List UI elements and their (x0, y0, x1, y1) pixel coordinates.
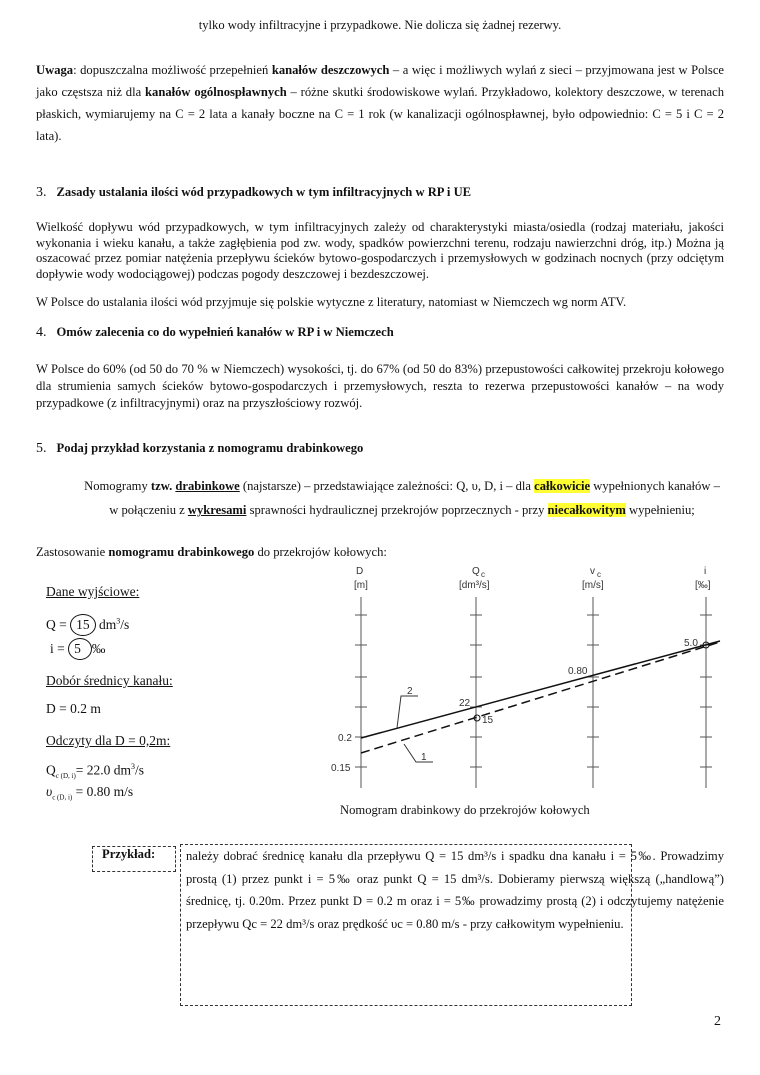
dane-heading (46, 584, 139, 600)
section-title: Podaj przykład korzystania z nomogramu drabinkowego (56, 441, 364, 455)
vc-value (46, 784, 133, 802)
nomogram-caption: Nomogram drabinkowy do przekrojów kołowych (340, 803, 590, 817)
axis-d-unit: [m] (354, 580, 368, 591)
top-line: tylko wody infiltracyjne i przypadkowe. Nie dolicza się żadnej rezerwy. (198, 18, 562, 32)
text: wypełnieniu; (625, 503, 695, 517)
text: – różne skutki środowiskowe wylań. Przykładowo, kolektory deszczowe, w terenach płaskich, wymiarujemy na C = 2 lata a kanały boczne na C = 1 rok (w kanalizacji ogólnospławnej, było odpowiednio: C = 5 i C = 2 lata). (36, 85, 724, 143)
text: Q = (46, 617, 71, 632)
label-line-2: 2 (407, 686, 413, 697)
text: Nomogramy (84, 479, 151, 493)
highlight: całkowicie (534, 479, 591, 493)
axis-q-sub: c (481, 570, 485, 579)
text: dm (99, 617, 117, 632)
text: Odczyty dla D = 0,2m: (46, 733, 171, 748)
term: wykresami (187, 503, 247, 517)
section-5-p1 (80, 474, 724, 522)
odczyty-heading (46, 733, 170, 749)
label-d-0.2: 0.2 (338, 733, 352, 744)
highlight: niecałkowitym (547, 503, 626, 517)
text: Zastosowanie (36, 545, 109, 559)
axis-v-unit: [m/s] (582, 580, 604, 591)
text: Dobór średnicy kanału: (46, 673, 173, 688)
label-v-0.80: 0.80 (568, 666, 588, 677)
text: i = (50, 641, 69, 656)
axis-v-name: v (590, 566, 595, 577)
uwaga-paragraph (36, 59, 724, 147)
qc-value: $Q_{c (D, i)}= 22.0$ $dm^3/s$ (46, 762, 145, 781)
section-3-p1: Wielkość dopływu wód przypadkowych, w tym infiltracyjnych zależy od charakterystyki miasta/osiedla (rodzaj materiału, jakości wykonania i wieku kanału, a także zagłębienia pod zw. wody, spadków powierzchni terenu, rodzaju nawierzchni dróg, itp.) Można ją oszacować przez pomiar natężenia przepływu ścieków bytowo-gospodarczych i przemysłowych w godzinach nocnych (przy odciętym dopływie wody wodociągowej) podczas pogody deszczowej i bezdeszczowej. (36, 220, 724, 281)
section-number: 5. (36, 441, 47, 456)
line-1-dashed (361, 642, 720, 753)
line-2 (361, 641, 720, 738)
text: wypełnionych kanałów – w połączeniu z (109, 479, 720, 517)
term: drabinkowe (175, 479, 240, 493)
axis-v-sub: c (597, 570, 601, 579)
section-3-p2: W Polsce do ustalania ilości wód przyjmuje się polskie wytyczne z literatury, natomiast w Niemczech wg norm ATV. (36, 295, 627, 309)
text: c (D, i) (55, 772, 76, 781)
d-value: D = 0.2 m (46, 701, 101, 716)
q-input: Q = 15 $dm^3/s$ (46, 614, 129, 636)
leader-1 (404, 744, 433, 762)
i-input (50, 638, 105, 660)
text: Q (46, 762, 56, 778)
bold-term: kanałów ogólnospławnych (145, 85, 287, 99)
example-label: Przykład: (102, 847, 156, 861)
axis-d-name: D (356, 566, 364, 577)
nomogram-diagram (320, 560, 740, 800)
section-4-p1: W Polsce do 60% (od 50 do 70 % w Niemczech) wysokości, tj. do 67% (od 50 do 83%) przepustowości całkowitej przekroju kołowego dla strumienia samych ścieków bytowo-gospodarczych i przemysłowych, reszta to rezerwa przepustowości kanałów – na wody przypadkowe (z infiltracyjnymi) oraz na przyszłościowy rozwój. (36, 362, 724, 410)
text: nomogramu drabinkowego (108, 545, 255, 559)
section-title: Zasady ustalania ilości wód przypadkowych w tym infiltracyjnych w RP i UE (56, 185, 472, 199)
label-q-22: 22 (459, 698, 471, 709)
circled-value: 15 (70, 614, 96, 636)
section-5-heading (36, 441, 363, 457)
axis-q-name: Q (472, 566, 480, 577)
circled-value: 5 (68, 638, 92, 660)
example-text: należy dobrać średnicę kanału dla przepływu Q = 15 dm³/s i spadku dna kanału i = 5‰. Prowadzimy prostą (1) przez punkt i = 5‰ oraz punkt Q = 15 dm³/s. Dobieramy pierwszą większą („handlową”) średnicę, tj. 0.20m. Przez punkt D = 0.2 m oraz i = 5‰ prowadzimy prostą (2) i odczytujemy natężenie przepływu Qc = 22 dm³/s oraz prędkość υc = 0.80 m/s - przy całkowitym wypełnieniu. (186, 849, 724, 931)
label-line-1: 1 (421, 752, 427, 763)
axis-q-unit: [dm³/s] (459, 580, 490, 591)
section-3-heading (36, 185, 471, 201)
text: (najstarsze) – przedstawiające zależności: Q, υ, D, i – dla (239, 479, 535, 493)
text: υ (46, 784, 53, 799)
text: – a więc i możliwych wylań z sieci – przyjmowana jest w Polsce jako częstsza niż dla (36, 63, 724, 99)
text: ‰ (91, 641, 106, 656)
uwaga-label: Uwaga (36, 63, 74, 77)
text: sprawności hydraulicznej przekrojów poprzecznych - przy (246, 503, 548, 517)
label-i-5.0: 5.0 (684, 638, 698, 649)
section-title: Omów zalecenia co do wypełnień kanałów w RP i w Niemczech (56, 325, 394, 339)
text: c (D, i) (52, 793, 73, 802)
text: = 0.80 m/s (75, 784, 134, 799)
section-number: 3. (36, 185, 47, 200)
bold-term: kanałów deszczowych (271, 63, 390, 77)
text: = 22.0 dm (75, 762, 132, 778)
text: tzw. (150, 479, 176, 493)
text: do przekrojów kołowych: (254, 545, 387, 559)
axis-i-name: i (704, 566, 707, 577)
dobor-heading (46, 673, 173, 689)
text: : dopuszczalna możliwość przepełnień (73, 63, 272, 77)
axis-i-unit: [‰] (695, 580, 711, 591)
label-d-0.15: 0.15 (331, 763, 351, 774)
text: Dane wyjściowe: (46, 584, 140, 599)
section-number: 4. (36, 325, 47, 340)
page-number: 2 (714, 1014, 721, 1029)
label-q-15: 15 (482, 715, 494, 726)
section-4-heading (36, 325, 394, 341)
